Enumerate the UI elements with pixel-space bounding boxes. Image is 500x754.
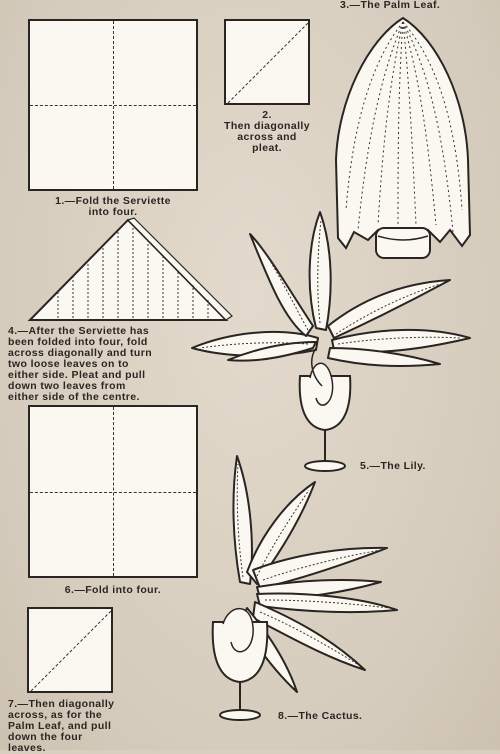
caption-line: across diagonally and turn [8,347,153,359]
caption-line: been folded into four, fold [8,336,148,348]
step7-caption [8,699,143,754]
step2-diagonal-square [224,19,310,105]
step2-caption [205,110,329,154]
step1-folded-square [28,19,198,191]
step4-caption [8,326,198,403]
caption-line: Then diagonally [224,120,310,132]
caption-line: 1.—Fold the Serviette [55,195,171,207]
lily-napkin-illustration [188,208,478,478]
caption-line: 6.—Fold into four. [64,584,162,596]
caption-line: 3.—The Palm Leaf. [340,0,441,11]
step8-caption [278,711,398,722]
caption-line: either side. Pleat and pull [8,369,146,381]
caption-line: 5.—The Lily. [360,460,426,472]
cactus-napkin-illustration [205,452,405,722]
caption-line: Palm Leaf, and pull [8,720,112,732]
caption-line: 2. [262,109,272,121]
caption-line: across, as for the [8,709,103,721]
diagonal-fold-line [226,21,312,107]
caption-line: across and [237,131,297,143]
diagonal-fold-line [29,609,115,695]
caption-line: 8.—The Cactus. [278,710,363,722]
caption-line: down two leaves from [8,380,126,392]
fold-line-horizontal [30,105,196,106]
step1-caption [22,196,204,218]
caption-line: pleat. [252,142,282,154]
caption-line: leaves. [8,742,46,754]
caption-line: 4.—After the Serviette has [8,325,150,337]
caption-line: into four. [88,206,138,218]
caption-line: two loose leaves on to [8,358,129,370]
fold-line-horizontal [30,492,196,493]
caption-line: down the four [8,731,83,743]
caption-line: either side of the centre. [8,391,140,403]
step7-diagonal-square [27,607,113,693]
step6-caption [28,585,198,596]
step6-folded-square [28,405,198,578]
caption-line: 7.—Then diagonally [8,698,115,710]
